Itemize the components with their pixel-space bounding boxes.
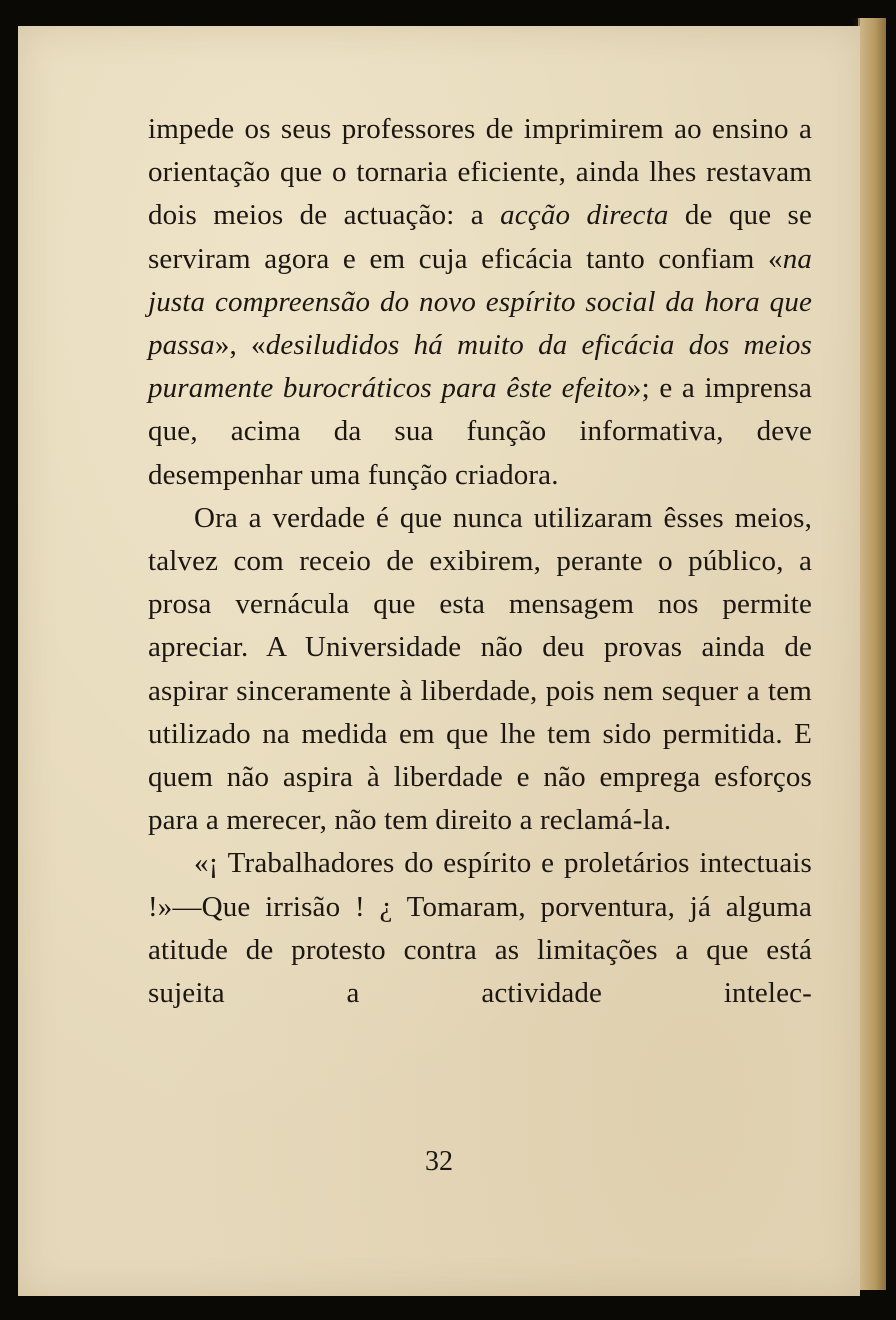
paragraph-3 (148, 842, 812, 1015)
text-segment: de que se serviram agora e em cuja eficácia tanto confiam « (148, 199, 812, 275)
body-text (148, 108, 812, 1015)
text-segment: impede os seus professores de imprimirem ao ensino a orientação que o tornaria eficiente, ainda lhes restavam dois meios de actuação: a (148, 113, 812, 232)
paragraph-1 (148, 108, 812, 497)
text-segment: Ora a verdade é que nunca utilizaram êsses meios, talvez com receio de exibirem, perante o público, a prosa vernácula que esta mensagem nos permite apreciar. A Universidade não deu provas ainda de aspirar sinceramente à liberdade, pois nem sequer a tem utilizado na medida em que lhe tem sido permitida. E quem não aspira à liberdade e não emprega esforços para a merecer, não tem direito a reclamá-la. (148, 501, 812, 837)
italic-quote: desiludidos há muito da eficácia dos meios puramente burocráticos para êste efeito (148, 329, 812, 405)
page-number: 32 (425, 1146, 453, 1177)
italic-quote: na justa compreensão do novo espírito social da hora que passa (148, 242, 812, 362)
italic-segment: acção directa (500, 199, 669, 232)
paper-page (18, 26, 860, 1296)
text-segment: », « (214, 329, 266, 362)
text-segment: »; e a imprensa que, acima da sua função informativa, deve desempenhar uma função criadora. (148, 372, 812, 491)
paragraph-2 (148, 497, 812, 843)
next-page-edge (858, 18, 886, 1290)
text-segment: «¡ Trabalhadores do espírito e proletários intectuais !»—Que irrisão ! ¿ Tomaram, porventura, já alguma atitude de protesto contra as limitações a que está sujeita a actividade intelec- (148, 847, 812, 1010)
